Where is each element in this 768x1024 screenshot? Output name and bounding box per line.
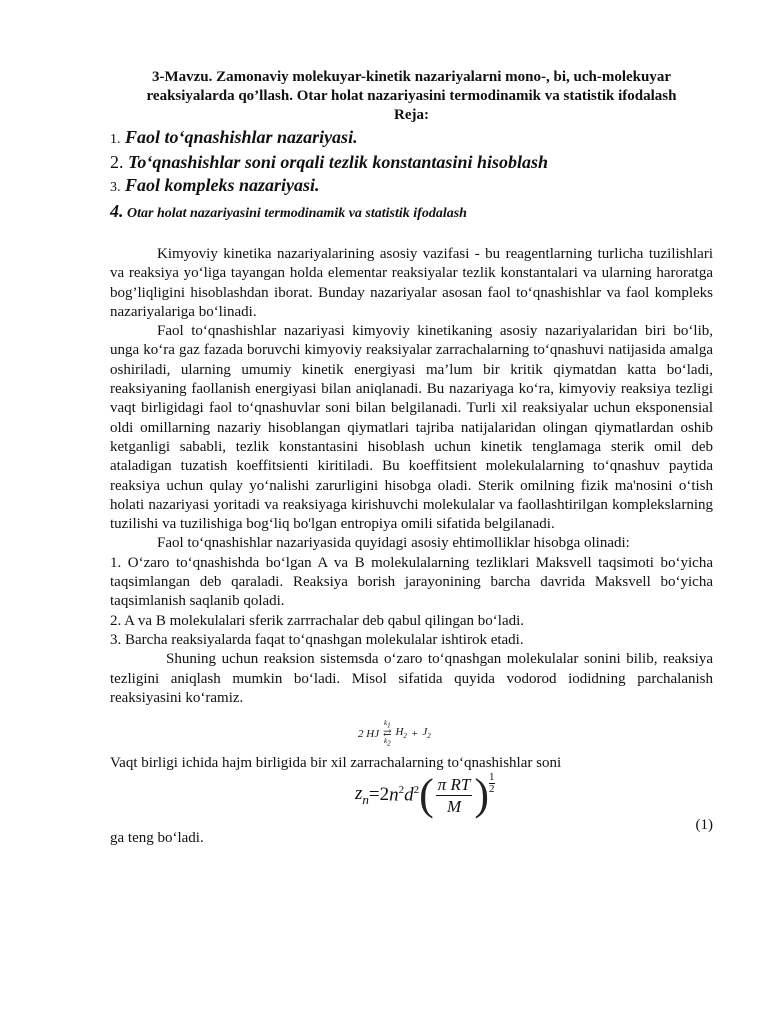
formula-fraction: $\frac{\text{π RT}}{M}$ xyxy=(437,774,471,816)
left-paren: ( xyxy=(419,770,434,820)
formula-exponent: 1 2 xyxy=(489,770,495,795)
document-title: 3-Mavzu. Zamonaviy molekuyar-kinetik nazariyalarni mono-, bi, uch-molekuyar reaksiyalarda qo’llash. Otar holat nazariyasini termodinamik va statistik ifodalash xyxy=(146,69,677,104)
plan-item-3: 3. Faol kompleks nazariyasi. xyxy=(110,175,320,195)
list-item-2: 2. A va B molekulalari sferik zarrrachalar deb qabul qilingan bo‘ladi. xyxy=(110,612,525,629)
equation-number: (1) xyxy=(695,817,713,834)
plan-heading: Reja: xyxy=(394,107,429,123)
plan-list xyxy=(110,126,713,226)
arrow-icon: ⇄ xyxy=(383,727,392,739)
plan-item-2: 2. To‘qnashishlar soni orqali tezlik konstantasini hisoblash xyxy=(110,152,548,172)
paragraph-collision-theory: Faol to‘qnashishlar nazariyasi kimyoviy kinetikaning asosiy nazariyalaridan biri bo‘lib, unga ko‘ra gaz fazada boruvchi kimyoviy reaksiyalar zarrachalarning to‘qnashuvi natijasida amalga oshiriladi, ularning umumiy kinetik energiyasi ma’lum bir kritik qiymatdan katta bo‘ladi, reaksiyaning faollanish energiyasi bilan aniqlanadi. Bu nazariyaga ko‘ra, kimyoviy reaksiya tezligi vaqt birligidagi faol to‘qnashuvlar soni bilan belgilanadi. Turli xil reaksiyalar uchun eksponensial oldi omillarning nazariy hisoblangan qiymatlari tajriba natijalaridan olingan qiymatlardan oshib ketganligi sababli, tezlik konstantasini hisoblash uchun kinetik tenglamaga sterik omil deb ataladigan tuzatish koeffitsienti kiritiladi. Bu koeffitsient molekulalarning to‘qnashuv paytida reaksiya uchun qulay yo‘nalishi zarurligini hisobga oladi. Sterik omilning fizik ma'nosini o‘tish holati nazariyasi yoritadi va reaksiyaga kirishuvchi molekulalar va faollashtirilgan komplekslarning tuzilishi va tuzilishiga bog‘liq bo'lgan entropiya omili sifatida belgilanadi. xyxy=(110,323,713,533)
reaction-plus: + xyxy=(410,727,419,740)
paragraph-example: Shuning uchun reaksion sistemsda o‘zaro to‘qnashgan molekulalar sonini bilib, reaksiya tezligini aniqlash mumkin bo‘ladi. Misol sifatida quyida vodorod iodidning parchalanish reaksiyasini ko‘ramiz. xyxy=(110,651,713,706)
formula-lhs: $z_n$ xyxy=(355,783,369,807)
reaction-product-1: $H_2$ xyxy=(395,726,407,741)
list-item-1: 1. O‘zaro to‘qnashishda bo‘lgan A va B molekulalarning tezliklari Maksvell taqsimoti bo‘yicha taqsimlangan deb qaraladi. Reaksiya borish jarayonining barcha davrida Maksvell bo‘yicha taqsimlanish saqlanib qoladi. xyxy=(110,554,713,610)
collision-formula: $z_n$ =2 $n^2$ $d^2$ ( $\frac{\text{π RT}}{M}$ ) 1 2 (1) xyxy=(355,770,713,834)
plan-item-4: 4. Otar holat nazariyasini termodinamik va statistik ifodalash xyxy=(110,201,467,221)
reaction-product-2: $J_2$ xyxy=(422,726,431,741)
list-item-3: 3. Barcha reaksiyalarda faqat to‘qnashgan molekulalar ishtirok etadi. xyxy=(110,631,524,648)
reaction-equation xyxy=(110,714,713,754)
plan-item-1: 1. Faol to‘qnashishlar nazariyasi. xyxy=(110,127,358,147)
document-page xyxy=(110,68,713,849)
reversible-arrow: $k_1$ ⇄ $k_2$ xyxy=(383,719,392,747)
paragraph-intro: Kimyoviy kinetika nazariyalarining asosiy vazifasi - bu reagentlarning turlicha tuzilishlari va reaksiya yo‘liga tayangan holda elementar reaksiyalar tezlik konstantalari va ularning haroratga bog’liqligini hisoblashdan iborat. Bunday nazariyalar asosan faol to‘qnashishlar va faol kompleks nazariyalariga bo‘linadi. xyxy=(110,246,713,320)
paragraph-conclusion: ga teng bo‘ladi. xyxy=(110,830,204,847)
paragraph-collision-count: Vaqt birligi ichida hajm birligida bir xil zarrachalarning to‘qnashishlar soni xyxy=(110,755,562,772)
paragraph-assumptions: Faol to‘qnashishlar nazariyasida quyidagi asosiy ehtimolliklar hisobga olinadi: xyxy=(157,535,630,552)
right-paren: ) xyxy=(474,770,490,820)
reaction-left: 2 HJ xyxy=(358,727,380,740)
